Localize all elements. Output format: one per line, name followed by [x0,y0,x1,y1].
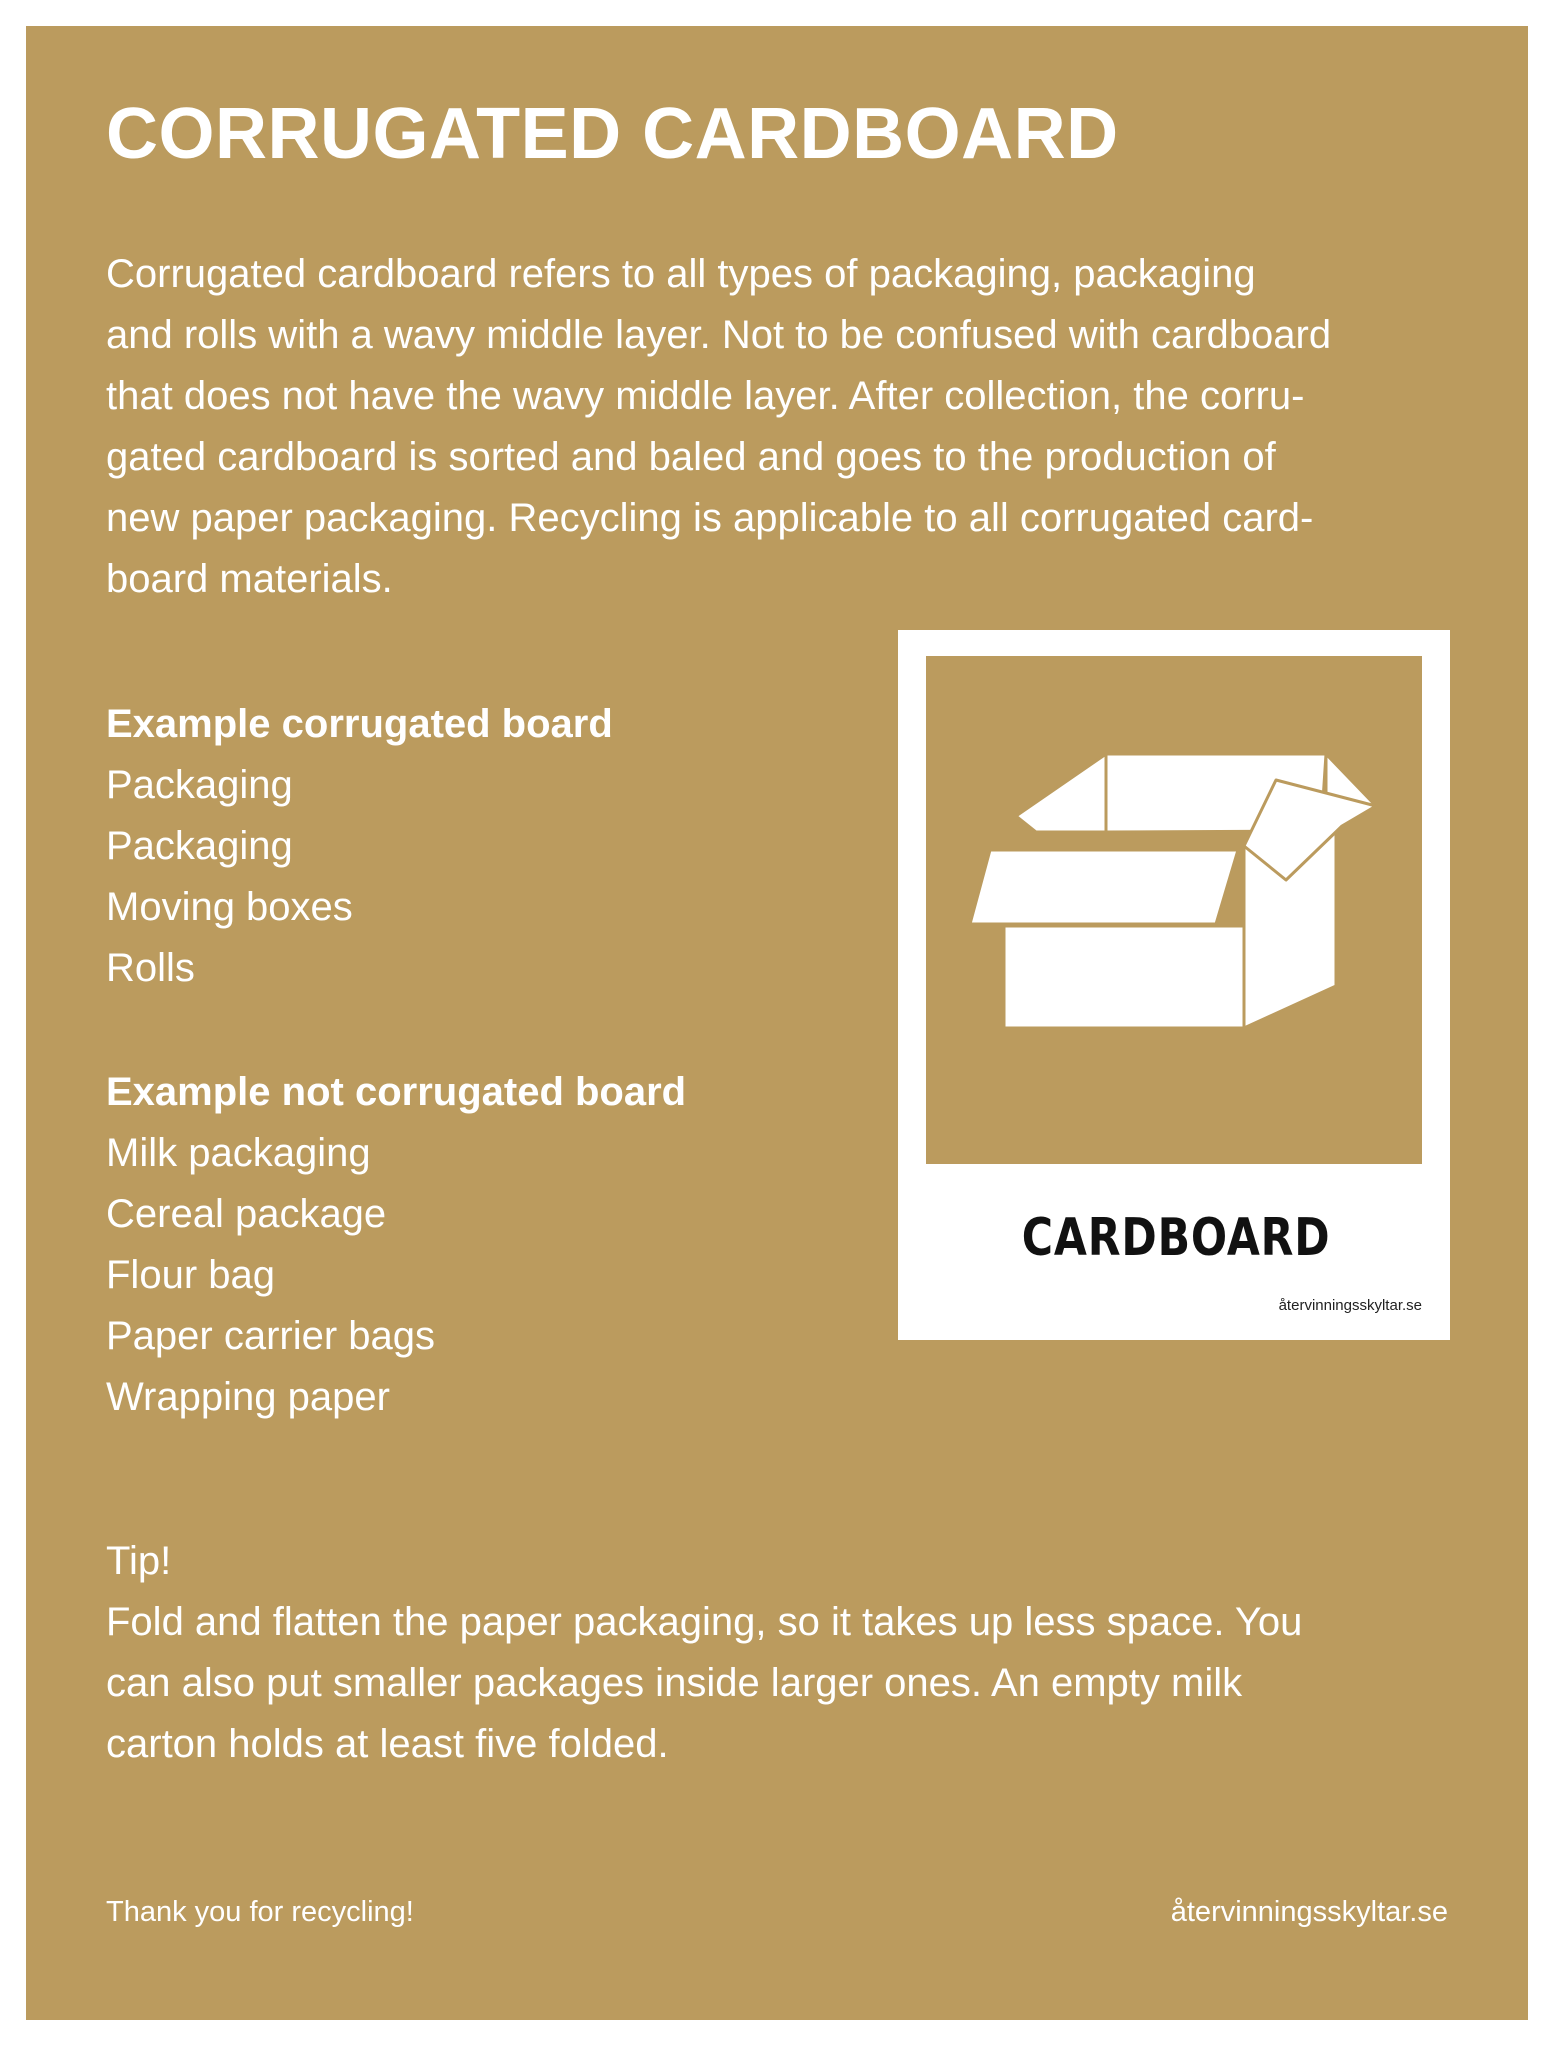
sign-url: återvinningsskyltar.se [1278,1297,1422,1314]
intro-line: and rolls with a wavy middle layer. Not to be confused with cardboard [106,313,1332,357]
list-item: Rolls [106,946,195,990]
tip-line: can also put smaller packages inside larger ones. An empty milk [106,1661,1243,1705]
poster [26,26,1528,2020]
list-item: Cereal package [106,1192,387,1236]
examples-list [106,694,613,999]
tip-section [106,1531,1302,1775]
examples-heading: Example corrugated board [106,702,613,746]
list-item: Moving boxes [106,885,353,929]
page-title: CORRUGATED CARDBOARD [106,94,1119,174]
sign-label: CARDBOARD [1021,1208,1331,1268]
list-item: Milk packaging [106,1131,371,1175]
list-item: Packaging [106,763,293,807]
intro-paragraph [106,244,1446,610]
list-item: Packaging [106,824,293,868]
list-item: Flour bag [106,1253,275,1297]
intro-line: that does not have the wavy middle layer. After collection, the corru- [106,374,1305,418]
footer-thanks: Thank you for recycling! [106,1896,414,1928]
footer-website: återvinningsskyltar.se [1170,1896,1448,1928]
tip-line: Fold and flatten the paper packaging, so it takes up less space. You [106,1600,1303,1644]
sign-icon-panel [926,656,1422,1164]
intro-line: board materials. [106,557,393,601]
intro-line: new paper packaging. Recycling is applicable to all corrugated card- [106,496,1314,540]
intro-line: Corrugated cardboard refers to all types of packaging, packaging [106,252,1256,296]
non-examples-heading: Example not corrugated board [106,1070,687,1114]
tip-heading: Tip! [106,1539,172,1583]
tip-line: carton holds at least five folded. [106,1722,669,1766]
cardboard-sign [898,630,1450,1340]
non-examples-list [106,1062,686,1428]
list-item: Paper carrier bags [106,1314,436,1358]
open-box-icon [926,656,1422,1164]
list-item: Wrapping paper [106,1375,390,1419]
intro-line: gated cardboard is sorted and baled and goes to the production of [106,435,1276,479]
